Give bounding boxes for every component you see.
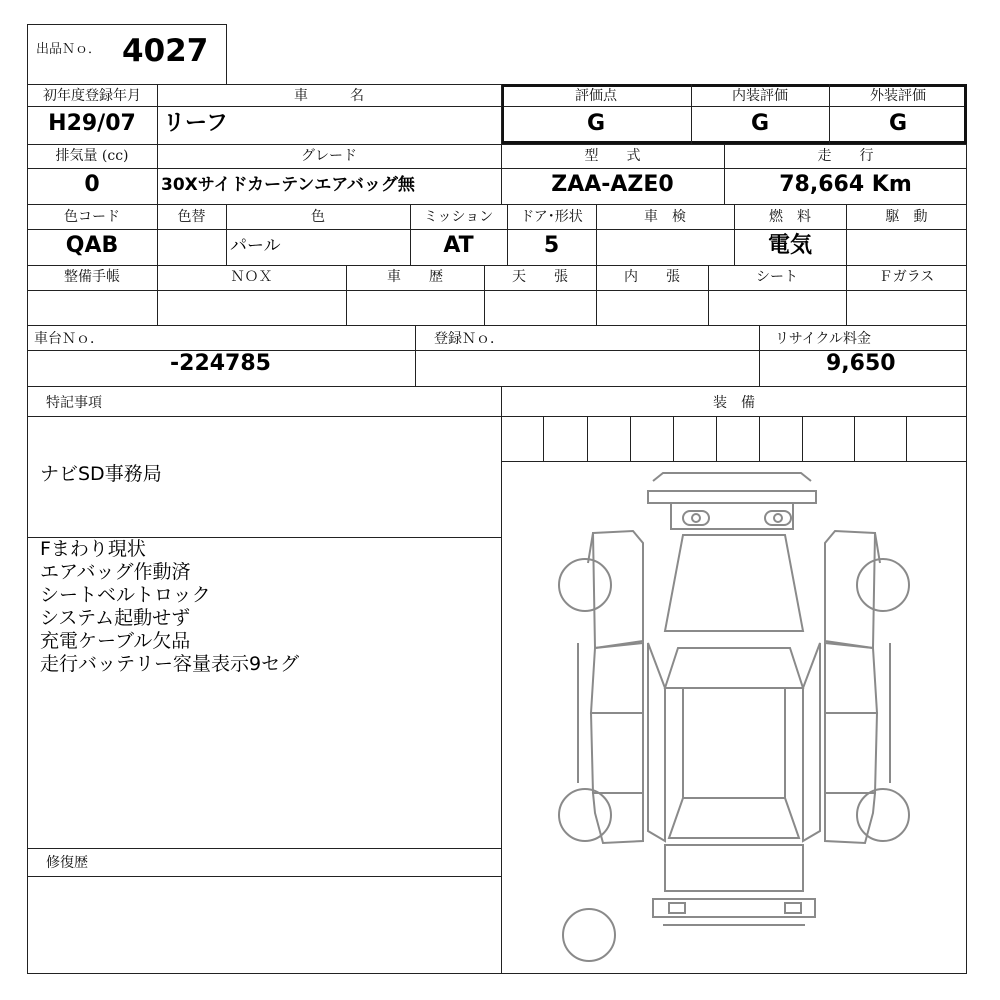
first-registration-value: H29/07	[48, 111, 136, 136]
model-label: 型 式	[584, 148, 641, 164]
displacement-label: 排気量 (cc)	[55, 148, 129, 164]
fuel-label: 燃 料	[769, 209, 811, 225]
lot-number-label: 出品Ｎｏ．	[36, 42, 102, 57]
recycle-fee-label: リサイクル料金	[775, 331, 872, 347]
roof-lining-label: 天 張	[512, 269, 568, 285]
grade-value: 30Xサイドカーテンエアバッグ無	[161, 175, 415, 195]
door-shape-label: ドア･形状	[520, 209, 583, 225]
recycle-fee-value: 9,650	[826, 351, 896, 376]
grade-label: グレード	[301, 148, 357, 164]
vehicle-history-label: 車 歴	[387, 269, 443, 285]
maintenance-book-label: 整備手帳	[64, 269, 120, 285]
color-code-value: QAB	[65, 233, 119, 258]
special-note-line: 走行バッテリー容量表示9セグ	[40, 653, 300, 675]
equipment-label: 装 備	[713, 395, 755, 411]
door-shape-value: 5	[543, 233, 560, 258]
first-registration-label: 初年度登録年月	[43, 88, 141, 104]
special-note-line: Fまわり現状	[40, 538, 146, 560]
car-damage-diagram	[503, 463, 965, 971]
exterior-rating-value: G	[888, 111, 908, 136]
repair-history-label: 修復歴	[46, 855, 88, 871]
interior-trim-label: 内 張	[624, 269, 680, 285]
special-note-line: シートベルトロック	[40, 584, 211, 606]
exterior-rating-label: 外装評価	[870, 88, 926, 104]
mileage-label: 走 行	[817, 148, 874, 164]
color-value: パール	[230, 236, 281, 256]
special-notes-label: 特記事項	[46, 395, 102, 411]
special-note-line: エアバッグ作動済	[40, 561, 191, 583]
nox-label: ＮＯＸ	[230, 269, 273, 285]
fuel-value: 電気	[767, 233, 812, 258]
lot-number-value: 4027	[122, 33, 209, 69]
model-value: ZAA-AZE0	[551, 172, 674, 197]
displacement-value: 0	[84, 172, 100, 197]
mission-label: ミッション	[423, 209, 494, 225]
chassis-number-label: 車台Ｎｏ．	[34, 331, 104, 347]
special-note-line: 充電ケーブル欠品	[40, 630, 191, 652]
seat-label: シート	[756, 269, 798, 285]
mileage-value: 78,664 Km	[779, 172, 912, 197]
chassis-number-value: -224785	[170, 351, 271, 376]
score-value: G	[586, 111, 606, 136]
interior-rating-value: G	[750, 111, 770, 136]
color-label: 色	[311, 209, 325, 225]
color-code-label: 色コード	[64, 209, 120, 225]
car-name-label: 車 名	[294, 88, 364, 104]
interior-rating-label: 内装評価	[732, 88, 788, 104]
special-note-line: システム起動せず	[40, 607, 191, 629]
special-notes-top: ナビSD事務局	[40, 463, 162, 485]
registration-number-label: 登録Ｎｏ．	[434, 331, 504, 347]
mission-value: AT	[443, 233, 474, 258]
car-name-value: リーフ	[163, 111, 228, 136]
drive-label: 駆 動	[885, 209, 928, 225]
inspection-label: 車 検	[644, 209, 686, 225]
front-glass-label: Ｆガラス	[878, 269, 935, 285]
score-label: 評価点	[575, 88, 617, 104]
repaint-label: 色替	[177, 209, 206, 225]
